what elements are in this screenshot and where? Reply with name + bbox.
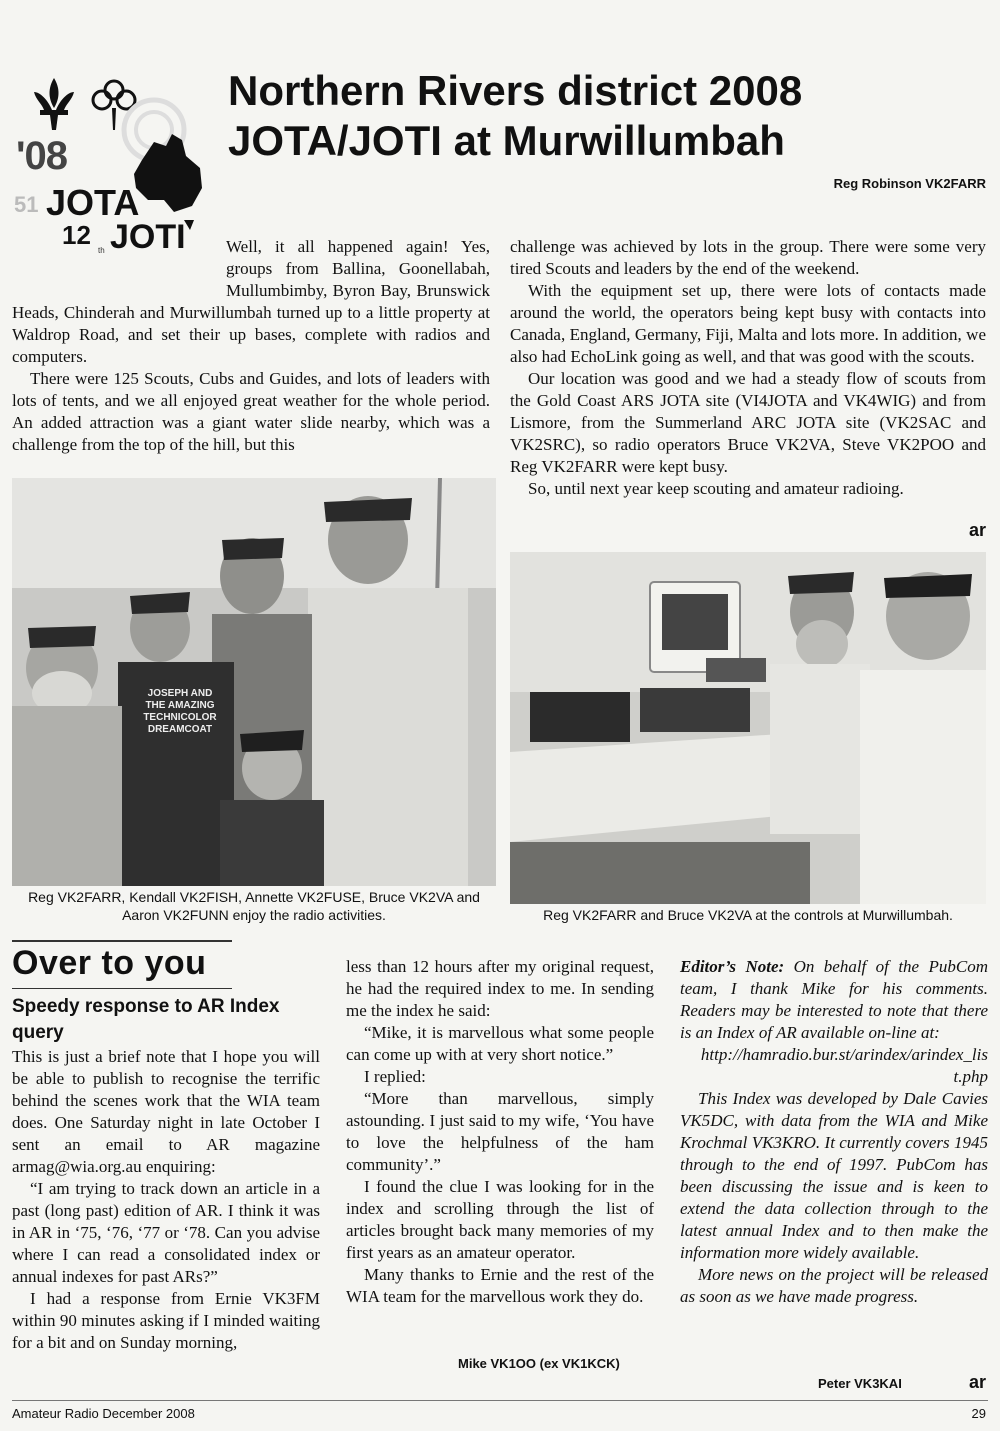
letter-signature: Mike VK1OO (ex VK1KCK) xyxy=(458,1356,620,1371)
letter-paragraph: “More than marvellous, simply astounding. I just said to my wife, ‘You have to love the helpfulness of the ham community’.” xyxy=(346,1089,654,1174)
letter-column-2 xyxy=(346,956,654,1308)
footer-rule xyxy=(12,1400,988,1401)
logo-wrap-spacer xyxy=(12,236,226,298)
article-author: Reg Robinson VK2FARR xyxy=(833,176,986,191)
letter-paragraph: “I am trying to track down an article in a past (long past) edition of AR. I think it was in AR in ‘75, ‘76, ‘77 or ‘78. Can you advise where I can read a consolidated index or annual indexes for past ARs?” xyxy=(12,1179,320,1286)
photo-controls xyxy=(510,552,986,904)
editor-note-paragraph xyxy=(680,956,988,1044)
photo-group-radio-caption: Reg VK2FARR, Kendall VK2FISH, Annette VK2FUSE, Bruce VK2VA and Aaron VK2FUNN enjoy the radio activities. xyxy=(28,889,480,923)
article-title-line2: JOTA/JOTI at Murwillumbah xyxy=(228,117,785,164)
letter-column-1 xyxy=(12,1046,320,1354)
editor-note-paragraph: More news on the project will be released as soon as we have made progress. xyxy=(680,1265,988,1306)
article-paragraph: Our location was good and we had a steady flow of scouts from the Gold Coast ARS JOTA site (VI4JOTA and VK4WIG) and from Lismore, from the Summerland ARC JOTA site (VK2SAC and VK2SRC), so radio operators Bruce VK2VA, Steve VK2POO and Reg VK2FARR were kept busy. xyxy=(510,369,986,476)
jota-joti-logo xyxy=(14,70,214,260)
section-top-rule xyxy=(12,940,232,942)
article-paragraph: So, until next year keep scouting and amateur radioing. xyxy=(528,479,904,498)
logo-number: 51 xyxy=(14,192,39,217)
letter-paragraph: Many thanks to Ernie and the rest of the WIA team for the marvellous work they do. xyxy=(346,1265,654,1306)
article-end-mark: ar xyxy=(968,520,986,540)
editor-note-paragraph: This Index was developed by Dale Cavies VK5DC, with data from the WIA and Mike Krochmal VK3KRO. It currently covers 1945 through to the end of 1997. PubCom has been discussing the issue and is keen to extend the data collection through to the latest annual Index and to then make the information more widely available. xyxy=(680,1089,988,1262)
photo-group-radio xyxy=(12,478,496,886)
letter-paragraph: I had a response from Ernie VK3FM within 90 minutes asking if I minded waiting for a bit and on Sunday morning, xyxy=(12,1289,320,1352)
editor-note-url[interactable]: http://hamradio.bur.st/arindex/arindex_list.php xyxy=(700,1045,988,1086)
controls-photo-illustration xyxy=(510,552,986,904)
letter-paragraph: I found the clue I was looking for in the index and scrolling through the list of articles brought back many memories of my first years as an amateur operator. xyxy=(346,1177,654,1262)
group-photo-illustration xyxy=(12,478,496,886)
article-paragraph: There were 125 Scouts, Cubs and Guides, and lots of leaders with lots of tents, and we all enjoyed great weather for the whole period. An added attraction was a giant water slide nearby, which was a challenge from the top of the hill, but this xyxy=(12,369,490,454)
logo-edition: 12 xyxy=(62,220,91,250)
editor-note-label: Editor’s Note: xyxy=(680,957,785,976)
footer-publication: Amateur Radio December 2008 xyxy=(12,1406,195,1421)
logo-year: '08 xyxy=(16,134,68,178)
letter-paragraph: This is just a brief note that I hope you will be able to publish to recognise the terrific behind the scenes work that the WIA team does. One Saturday night in late October I sent an email to AR magazine armag@wia.org.au enquiring: xyxy=(12,1047,320,1176)
editor-signature: Peter VK3KAI xyxy=(818,1376,902,1391)
article-column-1 xyxy=(12,236,490,456)
article-title xyxy=(228,66,988,166)
photo-controls-caption: Reg VK2FARR and Bruce VK2VA at the controls at Murwillumbah. xyxy=(543,907,953,923)
letter-subhead: Speedy response to AR Index query xyxy=(12,996,280,1043)
logo-joti: JOTI xyxy=(110,218,186,256)
article-paragraph: challenge was achieved by lots in the group. There were some very tired Scouts and leaders by the end of the weekend. xyxy=(510,237,986,278)
shirt-print-text: JOSEPH AND THE AMAZING TECHNICOLOR DREAMCOAT xyxy=(143,688,217,735)
article-title-line1: Northern Rivers district 2008 xyxy=(228,67,803,114)
article-paragraph: With the equipment set up, there were lots of contacts made around the world, the operators being kept busy with contacts into Canada, England, Germany, Fiji, Malta and lots more. In addition, we also had EchoLink going as well, and that was good with the scouts. xyxy=(510,281,986,366)
editor-note-text: On behalf of the PubCom team, I thank Mike for his comments. Readers may be interested to note that there is an Index of AR available on-line at: xyxy=(680,957,988,1042)
letter-paragraph: “Mike, it is marvellous what some people can come up with at very short notice.” xyxy=(346,1023,654,1064)
letter-paragraph: I replied: xyxy=(364,1067,426,1086)
article-column-2 xyxy=(510,236,986,500)
article-paragraph: Well, it all happened again! Yes, groups from Ballina, Goonellabah, Mullumbimby, Byron Bay, Brunswick Heads, Chinderah and Murwillumbah turned up to a little property at Waldrop Road, and set their up bases, complete with radios and computers. xyxy=(12,237,490,366)
section-bottom-rule xyxy=(12,988,232,989)
logo-jota: JOTA xyxy=(46,182,140,223)
editor-note-column xyxy=(680,956,988,1308)
logo-suffix: th xyxy=(98,246,105,255)
letters-end-mark: ar xyxy=(968,1372,986,1392)
footer-page-number: 29 xyxy=(971,1406,986,1421)
letter-paragraph: less than 12 hours after my original request, he had the required index to me. In sending me the index he said: xyxy=(346,957,654,1020)
section-title: Over to you xyxy=(12,944,207,982)
